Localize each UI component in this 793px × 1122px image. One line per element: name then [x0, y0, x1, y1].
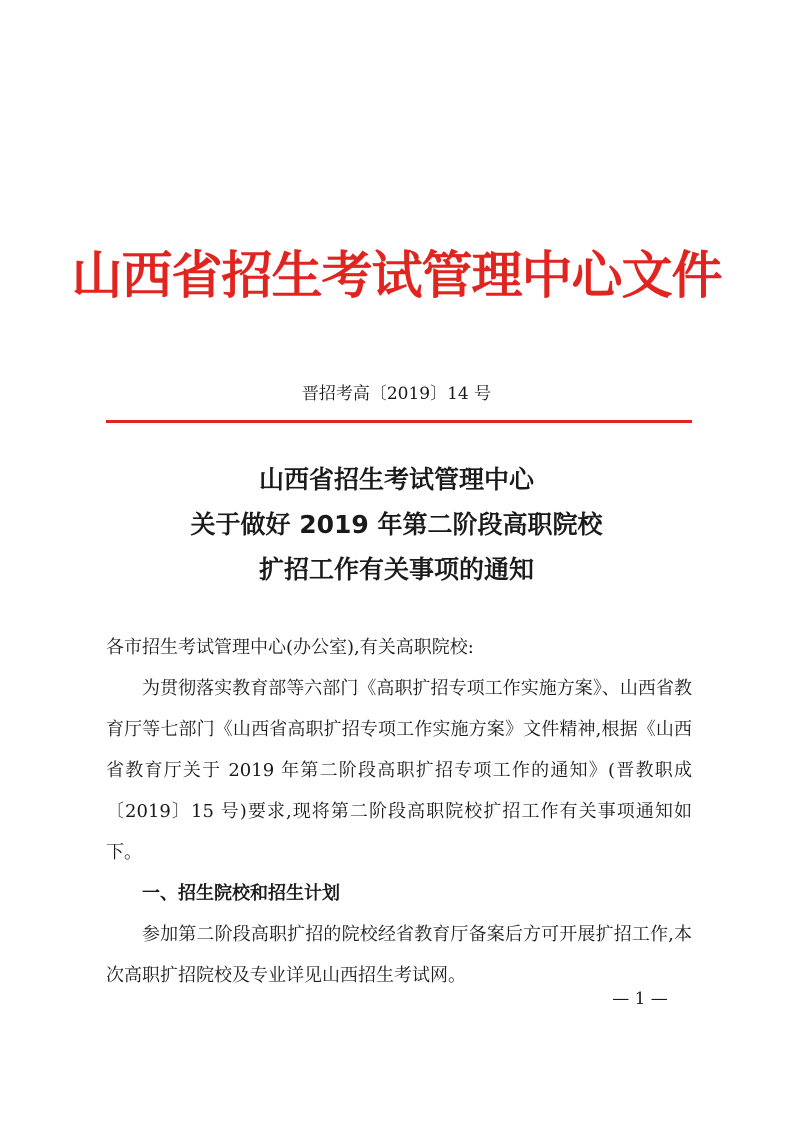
addressee-line: 各市招生考试管理中心(办公室),有关高职院校: — [106, 637, 474, 658]
notice-body — [106, 627, 692, 996]
page-number: — 1 — — [612, 989, 668, 1009]
body-paragraph-1: 为贯彻落实教育部等六部门《高职扩招专项工作实施方案》、山西省教育厅等七部门《山西省高职扩招专项工作实施方案》文件精神,根据《山西省教育厅关于 2019 年第二阶段高职扩招专项工作的通知》(晋教职成〔2019〕15 号)要求,现将第二阶段高职院校扩招工作有关事项通知如下。 — [106, 678, 692, 863]
notice-title-line-3: 扩招工作有关事项的通知 — [258, 555, 534, 584]
notice-title-line-1: 山西省招生考试管理中心 — [258, 465, 534, 494]
notice-title-line-2: 关于做好 2019 年第二阶段高职院校 — [190, 510, 603, 539]
notice-title — [0, 457, 793, 592]
issuer-header-title: 山西省招生考试管理中心文件 — [71, 247, 722, 306]
document-number: 晋招考高〔2019〕14 号 — [301, 384, 492, 404]
red-divider-line — [106, 420, 692, 423]
section-heading-1: 一、招生院校和招生计划 — [142, 883, 340, 904]
body-paragraph-2: 参加第二阶段高职扩招的院校经省教育厅备案后方可开展扩招工作,本次高职扩招院校及专业详见山西招生考试网。 — [106, 924, 692, 986]
